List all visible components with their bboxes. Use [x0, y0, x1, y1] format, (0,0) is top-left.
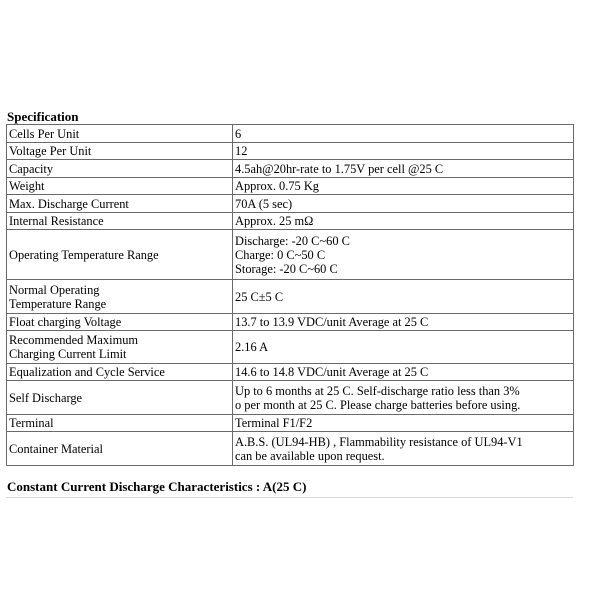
- spec-value: 25 C±5 C: [235, 289, 284, 304]
- spec-value: Charge: 0 C~50 C: [235, 247, 326, 262]
- spec-row: [7, 125, 574, 143]
- spec-row: [7, 331, 574, 364]
- spec-label: Equalization and Cycle Service: [9, 365, 165, 379]
- spec-value: Approx. 25 mΩ: [235, 214, 314, 228]
- spec-label: Cells Per Unit: [9, 126, 80, 141]
- spec-label: Charging Current Limit: [9, 347, 127, 361]
- spec-label-cell: [7, 331, 233, 364]
- spec-label: Weight: [9, 179, 45, 193]
- spec-row: [7, 213, 574, 230]
- spec-value-cell: [233, 432, 574, 466]
- spec-label-cell: [7, 381, 233, 415]
- spec-label: Max. Discharge Current: [9, 196, 129, 211]
- spec-value-cell: [233, 415, 574, 432]
- spec-value-cell: [233, 280, 574, 314]
- spec-row: [7, 230, 574, 280]
- spec-value-cell: [233, 160, 574, 178]
- spec-value: 70A (5 sec): [235, 196, 293, 211]
- spec-label-cell: [7, 364, 233, 381]
- spec-label: Recommended Maximum: [9, 333, 139, 347]
- spec-value: A.B.S. (UL94-HB) , Flammability resistance of UL94-V1: [235, 434, 523, 449]
- spec-label-cell: [7, 415, 233, 432]
- spec-label: Internal Resistance: [9, 214, 104, 228]
- spec-value-cell: [233, 178, 574, 195]
- spec-value-cell: [233, 364, 574, 381]
- spec-label-cell: [7, 314, 233, 331]
- spec-value: 12: [235, 144, 248, 158]
- spec-row: [7, 280, 574, 314]
- spec-value: 6: [235, 126, 242, 141]
- spec-row: [7, 314, 574, 331]
- spec-value: o per month at 25 C. Please charge batteries before using.: [235, 397, 521, 412]
- spec-label: Voltage Per Unit: [9, 144, 92, 158]
- spec-label: Terminal: [9, 416, 54, 430]
- spec-label-cell: [7, 280, 233, 314]
- spec-table-body: [7, 125, 574, 466]
- spec-label-cell: [7, 178, 233, 195]
- spec-row: [7, 178, 574, 195]
- spec-value-cell: [233, 381, 574, 415]
- spec-value: Discharge: -20 C~60 C: [235, 233, 350, 248]
- spec-label: Capacity: [9, 161, 54, 176]
- spec-row: [7, 415, 574, 432]
- spec-label: Float charging Voltage: [9, 315, 122, 329]
- spec-label-cell: [7, 213, 233, 230]
- spec-value: 4.5ah@20hr-rate to 1.75V per cell @25 C: [235, 161, 444, 176]
- spec-value-cell: [233, 143, 574, 160]
- spec-label: Container Material: [9, 441, 103, 456]
- spec-value: Storage: -20 C~60 C: [235, 261, 338, 276]
- spec-title: Specification: [7, 109, 79, 124]
- spec-value: 13.7 to 13.9 VDC/unit Average at 25 C: [235, 315, 429, 329]
- spec-label-cell: [7, 125, 233, 143]
- spec-label-cell: [7, 195, 233, 213]
- spec-value: Terminal F1/F2: [235, 416, 313, 430]
- spec-row: [7, 364, 574, 381]
- spec-value: 2.16 A: [235, 340, 269, 354]
- spec-value-cell: [233, 230, 574, 280]
- spec-label-cell: [7, 230, 233, 280]
- discharge-title: Constant Current Discharge Characteristics : A(25 C): [7, 479, 307, 494]
- spec-row: [7, 143, 574, 160]
- spec-label: Normal Operating: [9, 282, 100, 297]
- spec-row: [7, 381, 574, 415]
- spec-value: can be available upon request.: [235, 448, 385, 463]
- divider: [6, 497, 573, 498]
- spec-value-cell: [233, 125, 574, 143]
- spec-label: Temperature Range: [9, 296, 107, 311]
- spec-value-cell: [233, 195, 574, 213]
- spec-row: [7, 432, 574, 466]
- spec-value: Approx. 0.75 Kg: [235, 179, 319, 193]
- spec-value: 14.6 to 14.8 VDC/unit Average at 25 C: [235, 365, 429, 379]
- spec-value: Up to 6 months at 25 C. Self-discharge ratio less than 3%: [235, 383, 520, 398]
- spec-row: [7, 195, 574, 213]
- spec-label-cell: [7, 160, 233, 178]
- spec-value-cell: [233, 314, 574, 331]
- spec-value-cell: [233, 331, 574, 364]
- spec-label-cell: [7, 432, 233, 466]
- spec-label: Operating Temperature Range: [9, 247, 159, 262]
- spec-value-cell: [233, 213, 574, 230]
- spec-table: [6, 124, 574, 466]
- spec-label: Self Discharge: [9, 390, 83, 405]
- spec-row: [7, 160, 574, 178]
- spec-label-cell: [7, 143, 233, 160]
